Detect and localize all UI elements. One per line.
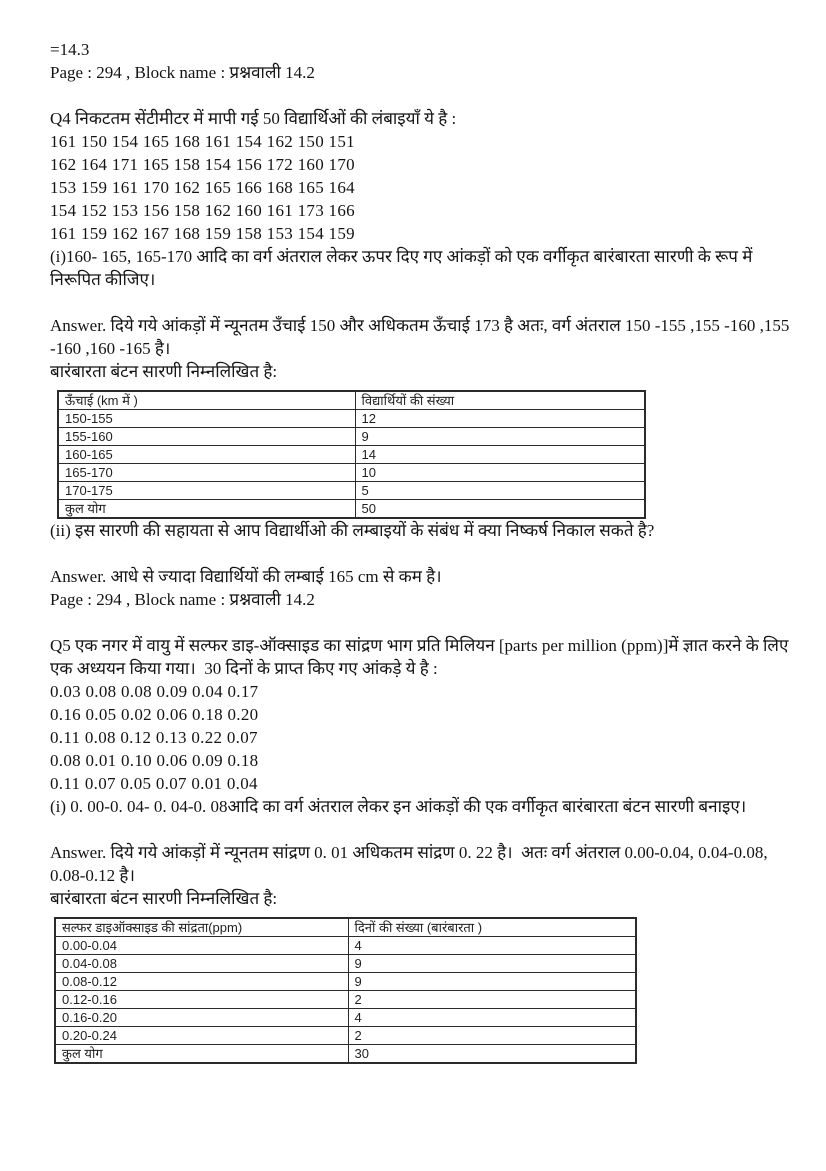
q4-data-row: 161 159 162 167 168 159 158 153 154 159	[50, 224, 355, 243]
table-row	[58, 410, 645, 428]
column-header-height: ऊँचाई (km में )	[58, 391, 355, 410]
q5-data-row: 0.11 0.08 0.12 0.13 0.22 0.07	[50, 728, 258, 747]
q4-data-row: 154 152 153 156 158 162 160 161 173 166	[50, 201, 355, 220]
q4-part-ii: (ii) इस सारणी की सहायता से आप विद्यार्थीओ की लम्बाइयों के संबंध में क्या निष्कर्ष निकाल सकते है?	[50, 521, 655, 540]
q5-data-row: 0.11 0.07 0.05 0.07 0.01 0.04	[50, 774, 258, 793]
count-cell: 4	[348, 937, 636, 955]
column-header-concentration: सल्फर डाइऑक्साइड की सांद्रता(ppm)	[55, 918, 348, 937]
table-total-row	[58, 500, 645, 519]
q4-data-row: 161 150 154 165 168 161 154 162 150 151	[50, 132, 355, 151]
table-row	[55, 1009, 636, 1027]
table-row	[58, 446, 645, 464]
table-row	[55, 973, 636, 991]
equation-result: =14.3	[50, 40, 90, 59]
table-row	[58, 482, 645, 500]
page-block-ref: Page : 294 , Block name : प्रश्नवाली 14.2	[50, 63, 315, 82]
blank-line	[50, 291, 802, 314]
total-count-cell: 30	[348, 1045, 636, 1064]
blank-line	[50, 818, 802, 841]
total-label-cell: कुल योग	[58, 500, 355, 519]
q5-data-row: 0.16 0.05 0.02 0.06 0.18 0.20	[50, 705, 259, 724]
count-cell: 14	[355, 446, 645, 464]
q5-question: Q5 एक नगर में वायु में सल्फर डाइ-ऑक्साइड का सांद्रण भाग प्रति मिलियन [parts per million (ppm)]में ज्ञात करने के लिए एक अध्ययन किया गया। 30 दिनों के प्राप्त किए गए आंकड़े ये है :	[50, 636, 793, 678]
q5-table-intro: बारंबारता बंटन सारणी निम्नलिखित है:	[50, 889, 278, 908]
count-cell: 2	[348, 1027, 636, 1045]
height-range-cell: 150-155	[58, 410, 355, 428]
q4-data-row: 153 159 161 170 162 165 166 168 165 164	[50, 178, 355, 197]
height-range-cell: 155-160	[58, 428, 355, 446]
concentration-range-cell: 0.20-0.24	[55, 1027, 348, 1045]
table-row	[55, 1027, 636, 1045]
count-cell: 9	[348, 955, 636, 973]
table-row	[55, 991, 636, 1009]
table-row	[58, 428, 645, 446]
height-frequency-table	[57, 390, 646, 519]
count-cell: 12	[355, 410, 645, 428]
table-header-row	[55, 918, 636, 937]
concentration-range-cell: 0.16-0.20	[55, 1009, 348, 1027]
table-total-row	[55, 1045, 636, 1064]
column-header-day-count: दिनों की संख्या (बारंबारता )	[348, 918, 636, 937]
blank-line	[50, 542, 802, 565]
q5-data-row: 0.03 0.08 0.08 0.09 0.04 0.17	[50, 682, 259, 701]
q5-data-row: 0.08 0.01 0.10 0.06 0.09 0.18	[50, 751, 259, 770]
count-cell: 9	[348, 973, 636, 991]
table-row	[58, 464, 645, 482]
page-block-ref-2: Page : 294 , Block name : प्रश्नवाली 14.2	[50, 590, 315, 609]
concentration-range-cell: 0.08-0.12	[55, 973, 348, 991]
q4-answer-i: Answer. दिये गये आंकड़ों में न्यूनतम उँचाई 150 और अधिकतम ऊँचाई 173 है अतः, वर्ग अंतराल 150 -155 ,155 -160 ,155 -160 ,160 -165 है।	[50, 316, 794, 358]
count-cell: 9	[355, 428, 645, 446]
total-count-cell: 50	[355, 500, 645, 519]
q4-table-intro: बारंबारता बंटन सारणी निम्नलिखित है:	[50, 362, 278, 381]
column-header-student-count: विद्यार्थियों की संख्या	[355, 391, 645, 410]
q4-question: Q4 निकटतम सेंटीमीटर में मापी गई 50 विद्यार्थिओं की लंबाइयाँ ये है :	[50, 109, 457, 128]
blank-line	[50, 611, 802, 634]
total-label-cell: कुल योग	[55, 1045, 348, 1064]
q5-answer-i: Answer. दिये गये आंकड़ों में न्यूनतम सांद्रण 0. 01 अधिकतम सांद्रण 0. 22 है। अतः वर्ग अंतराल 0.00-0.04, 0.04-0.08, 0.08-0.12 है।	[50, 843, 772, 885]
q4-part-i: (i)160- 165, 165-170 आदि का वर्ग अंतराल लेकर ऊपर दिए गए आंकड़ों को एक वर्गीकृत बारंबारता सारणी के रूप में निरूपित कीजिए।	[50, 247, 757, 289]
q4-answer-ii: Answer. आधे से ज्यादा विद्यार्थियों की लम्बाई 165 cm से कम है।	[50, 567, 442, 586]
height-range-cell: 170-175	[58, 482, 355, 500]
concentration-range-cell: 0.04-0.08	[55, 955, 348, 973]
count-cell: 4	[348, 1009, 636, 1027]
q4-data-row: 162 164 171 165 158 154 156 172 160 170	[50, 155, 355, 174]
count-cell: 2	[348, 991, 636, 1009]
table-row	[55, 955, 636, 973]
concentration-range-cell: 0.12-0.16	[55, 991, 348, 1009]
q5-part-i: (i) 0. 00-0. 04- 0. 04-0. 08आदि का वर्ग अंतराल लेकर इन आंकड़ों की एक वर्गीकृत बारंबारता बंटन सारणी बनाइए।	[50, 797, 747, 816]
concentration-range-cell: 0.00-0.04	[55, 937, 348, 955]
height-range-cell: 165-170	[58, 464, 355, 482]
table-row	[55, 937, 636, 955]
count-cell: 10	[355, 464, 645, 482]
height-range-cell: 160-165	[58, 446, 355, 464]
count-cell: 5	[355, 482, 645, 500]
table-header-row	[58, 391, 645, 410]
so2-frequency-table	[54, 917, 637, 1064]
blank-line	[50, 84, 802, 107]
